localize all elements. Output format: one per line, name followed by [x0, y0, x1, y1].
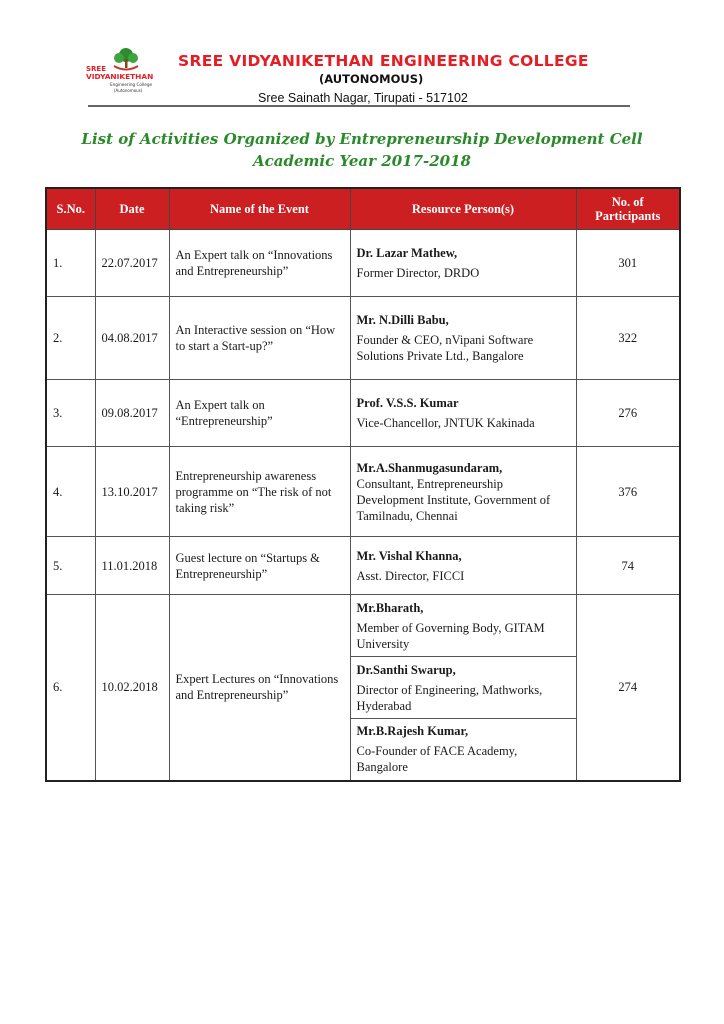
cell-resource	[350, 380, 576, 447]
cell-date: 09.08.2017	[95, 380, 169, 447]
cell-date: 10.02.2018	[95, 595, 169, 781]
resource-person-desc: Asst. Director, FICCI	[356, 568, 465, 583]
resource-person-desc: Former Director, DRDO	[356, 266, 480, 280]
cell-event: Expert Lectures on “Innovations and Entrepreneurship”	[169, 595, 350, 781]
resource-person-desc: Consultant, Entrepreneurship Development Institute, Government of Tamilnadu, Chennai	[356, 476, 551, 523]
table-row	[46, 230, 680, 297]
cell-participants: 301	[576, 230, 680, 297]
resource-person-desc: Director of Engineering, Mathworks, Hyderabad	[356, 682, 543, 713]
cell-sno: 5.	[46, 537, 95, 595]
table-row	[46, 537, 680, 595]
cell-participants: 274	[576, 595, 680, 781]
table-row	[46, 447, 680, 537]
logo-line-1: SREE	[86, 65, 106, 73]
resource-person-desc: Vice-Chancellor, JNTUK Kakinada	[356, 416, 535, 430]
cell-resource	[350, 537, 576, 595]
cell-date: 04.08.2017	[95, 297, 169, 380]
college-address: Sree Sainath Nagar, Tirupati - 517102	[258, 91, 468, 105]
header-date: Date	[95, 188, 169, 230]
table-row	[46, 380, 680, 447]
resource-person-name: Dr. Lazar Mathew,	[356, 246, 458, 260]
resource-person-name: Dr.Santhi Swarup,	[356, 662, 456, 677]
title-line-2: Academic Year 2017-2018	[253, 152, 471, 170]
resource-person-name: Mr.B.Rajesh Kumar,	[356, 724, 469, 739]
autonomous-label: (AUTONOMOUS)	[319, 72, 424, 86]
cell-event: An Interactive session on “How to start a Start-up?”	[169, 297, 350, 380]
cell-sno: 6.	[46, 595, 95, 781]
cell-event: An Expert talk on “Entrepreneurship”	[169, 380, 350, 447]
resource-person-name: Mr. Vishal Khanna,	[356, 548, 462, 563]
activities-table	[45, 187, 681, 782]
cell-resource	[350, 447, 576, 537]
logo-line-2: VIDYANIKETHAN	[86, 72, 154, 81]
cell-resource	[350, 230, 576, 297]
cell-sno: 3.	[46, 380, 95, 447]
college-name: SREE VIDYANIKETHAN ENGINEERING COLLEGE	[178, 52, 589, 70]
cell-sno: 1.	[46, 230, 95, 297]
cell-participants: 376	[576, 447, 680, 537]
table-header-row	[46, 188, 680, 230]
title-line-1: List of Activities Organized by Entrepreneurship Development Cell	[81, 130, 643, 148]
cell-date: 11.01.2018	[95, 537, 169, 595]
table-row	[46, 297, 680, 380]
header-sno: S.No.	[46, 188, 95, 230]
header-resource: Resource Person(s)	[350, 188, 576, 230]
resource-person-name: Mr.Bharath,	[356, 600, 424, 615]
cell-participants: 74	[576, 537, 680, 595]
cell-event: Entrepreneurship awareness programme on “The risk of not taking risk”	[169, 447, 350, 537]
cell-resource	[350, 297, 576, 380]
cell-sno: 4.	[46, 447, 95, 537]
cell-resource	[350, 657, 576, 719]
resource-person-desc: Member of Governing Body, GITAM University	[356, 620, 545, 651]
cell-resource	[350, 719, 576, 781]
resource-person-name: Prof. V.S.S. Kumar	[356, 396, 459, 410]
resource-person-desc: Co-Founder of FACE Academy, Bangalore	[356, 744, 518, 775]
header-divider	[88, 105, 630, 107]
resource-person-name: Mr.A.Shanmugasundaram,	[356, 460, 503, 475]
cell-date: 22.07.2017	[95, 230, 169, 297]
table-row	[46, 595, 680, 657]
header-participants: No. of Participants	[576, 188, 680, 230]
cell-event: Guest lecture on “Startups & Entrepreneurship”	[169, 537, 350, 595]
college-logo	[84, 46, 166, 94]
cell-date: 13.10.2017	[95, 447, 169, 537]
cell-sno: 2.	[46, 297, 95, 380]
cell-participants: 322	[576, 297, 680, 380]
logo-line-4: (Autonomous)	[114, 88, 143, 93]
cell-resource	[350, 595, 576, 657]
letterhead	[0, 0, 724, 110]
header-event: Name of the Event	[169, 188, 350, 230]
document-title	[0, 128, 724, 172]
resource-person-desc: Founder & CEO, nVipani Software Solutions Private Ltd., Bangalore	[356, 333, 534, 363]
resource-person-name: Mr. N.Dilli Babu,	[356, 313, 449, 327]
cell-event: An Expert talk on “Innovations and Entrepreneurship”	[169, 230, 350, 297]
logo-line-3: Engineering College	[110, 82, 153, 87]
cell-participants: 276	[576, 380, 680, 447]
